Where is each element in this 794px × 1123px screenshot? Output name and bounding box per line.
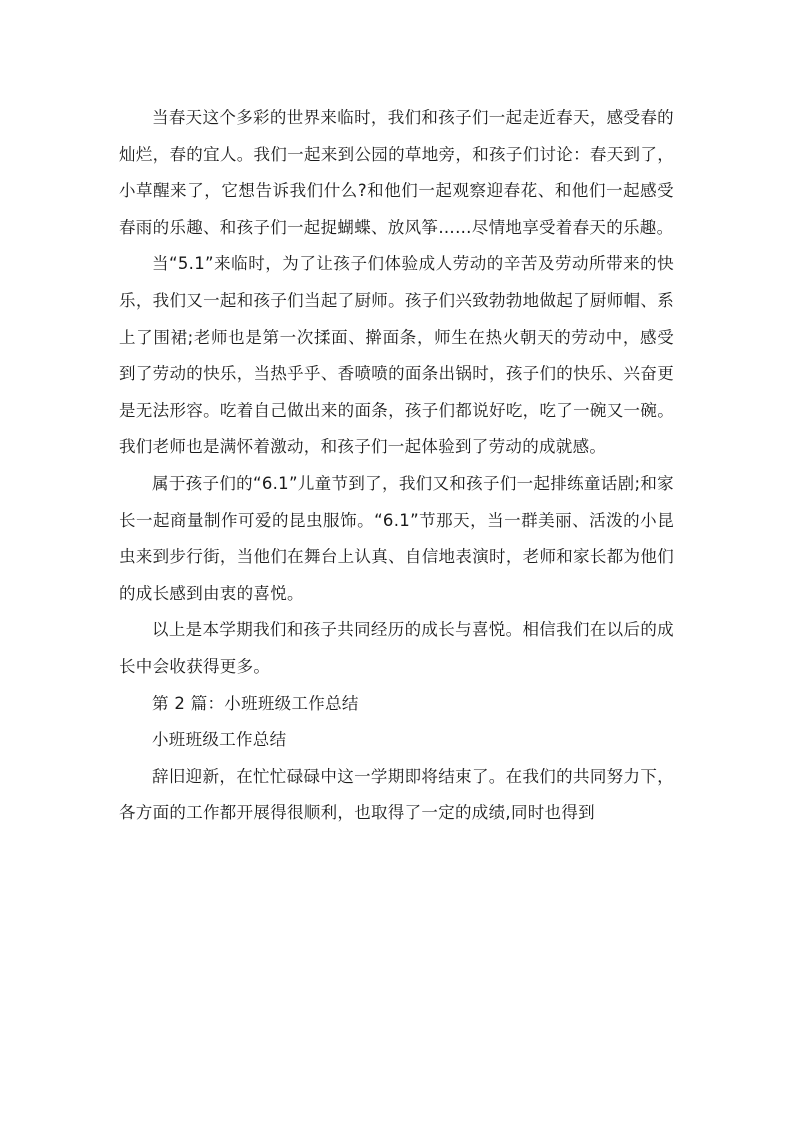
paragraph-spring: 当春天这个多彩的世界来临时，我们和孩子们一起走近春天，感受春的灿烂，春的宜人。我们一起来到公园的草地旁，和孩子们讨论：春天到了，小草醒来了，它想告诉我们什么?和他们一起观察迎春花、和他们一起感受春雨的乐趣、和孩子们一起捉蝴蝶、放风筝……尽情地享受着春天的乐趣。	[119, 108, 674, 237]
paragraph-may-day: 当“5.1”来临时，为了让孩子们体验成人劳动的辛苦及劳动所带来的快乐，我们又一起和孩子们当起了厨师。孩子们兴致勃勃地做起了厨师帽、系上了围裙;老师也是第一次揉面、擀面条，师生在热火朝天的劳动中，感受到了劳动的快乐，当热乎乎、香喷喷的面条出锅时，孩子们的快乐、兴奋更是无法形容。吃着自己做出来的面条，孩子们都说好吃，吃了一碗又一碗。我们老师也是满怀着激动，和孩子们一起体验到了劳动的成就感。	[119, 254, 674, 457]
paragraph-intro: 辞旧迎新，在忙忙碌碌中这一学期即将结束了。在我们的共同努力下，各方面的工作都开展得很顺利，也取得了一定的成绩,同时也得到	[119, 766, 674, 823]
document-body	[119, 100, 674, 832]
article-title: 小班班级工作总结	[152, 730, 287, 750]
section-heading: 第 2 篇：小班班级工作总结	[152, 693, 359, 713]
paragraph-summary: 以上是本学期我们和孩子共同经历的成长与喜悦。相信我们在以后的成长中会收获得更多。	[119, 620, 674, 676]
paragraph-childrens-day: 属于孩子们的“6.1”儿童节到了，我们又和孩子们一起排练童话剧;和家长一起商量制作可爱的昆虫服饰。“6.1”节那天，当一群美丽、活泼的小昆虫来到步行街，当他们在舞台上认真、自信地表演时，老师和家长都为他们的成长感到由衷的喜悦。	[119, 473, 674, 603]
